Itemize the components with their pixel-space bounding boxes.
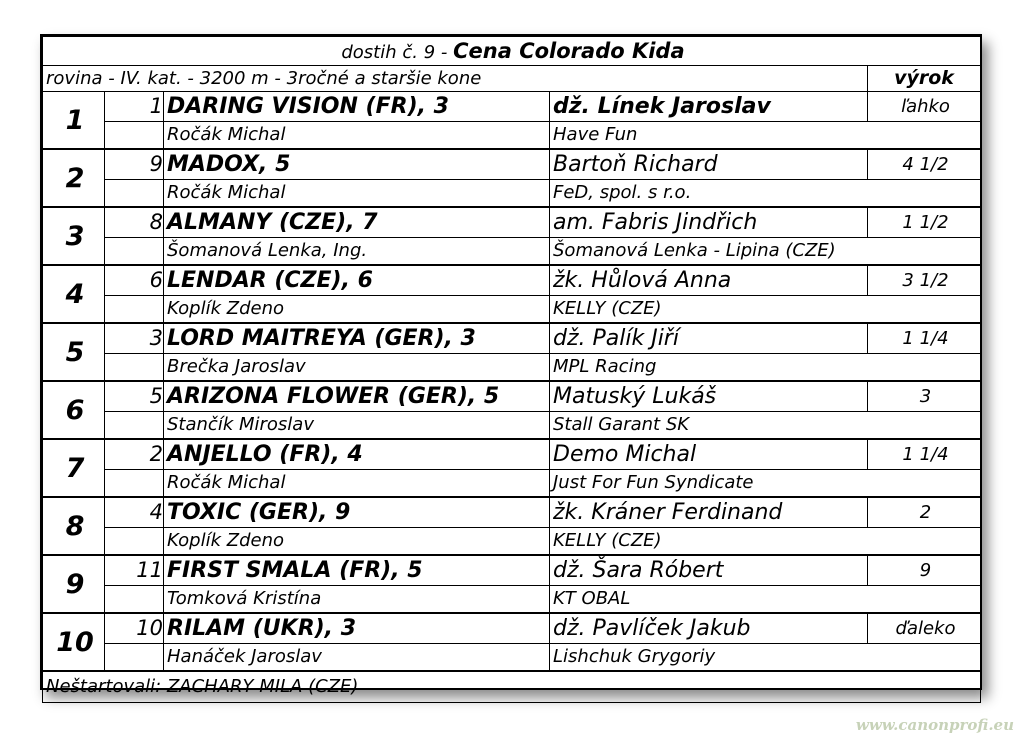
result-subrow <box>43 644 981 672</box>
finish-place: 5 <box>43 323 105 381</box>
race-prefix: dostih č. 9 - <box>341 41 454 63</box>
start-number: 11 <box>105 555 164 586</box>
horse-name: LENDAR (CZE), 6 <box>164 265 550 296</box>
race-title-row <box>43 37 981 66</box>
start-number-spacer <box>105 122 164 150</box>
result-subrow <box>43 238 981 266</box>
finish-margin: 9 <box>868 555 981 586</box>
owner-name: FeD, spol. s r.o. <box>550 180 981 208</box>
finish-place: 8 <box>43 497 105 555</box>
results-body <box>43 92 981 672</box>
trainer-name: Tomková Kristína <box>164 586 550 614</box>
race-title <box>43 37 981 66</box>
start-number-spacer <box>105 354 164 382</box>
result-subrow <box>43 122 981 150</box>
trainer-name: Koplík Zdeno <box>164 296 550 324</box>
finish-place: 7 <box>43 439 105 497</box>
jockey-name: Bartoň Richard <box>550 149 868 180</box>
footer-row <box>43 671 981 703</box>
finish-place: 6 <box>43 381 105 439</box>
result-row <box>43 381 981 412</box>
horse-name: ANJELLO (FR), 4 <box>164 439 550 470</box>
horse-name: RILAM (UKR), 3 <box>164 613 550 644</box>
jockey-name: dž. Línek Jaroslav <box>550 92 868 122</box>
trainer-name: Šomanová Lenka, Ing. <box>164 238 550 266</box>
trainer-name: Brečka Jaroslav <box>164 354 550 382</box>
finish-place: 3 <box>43 207 105 265</box>
finish-place: 1 <box>43 92 105 150</box>
jockey-name: dž. Palík Jiří <box>550 323 868 354</box>
start-number-spacer <box>105 238 164 266</box>
start-number: 4 <box>105 497 164 528</box>
jockey-name: Demo Michal <box>550 439 868 470</box>
finish-place: 4 <box>43 265 105 323</box>
finish-margin: ľahko <box>868 92 981 122</box>
trainer-name: Ročák Michal <box>164 122 550 150</box>
finish-place: 9 <box>43 555 105 613</box>
result-row <box>43 497 981 528</box>
finish-margin: 1 1/4 <box>868 323 981 354</box>
owner-name: Šomanová Lenka - Lipina (CZE) <box>550 238 981 266</box>
finish-margin: 4 1/2 <box>868 149 981 180</box>
horse-name: ARIZONA FLOWER (GER), 5 <box>164 381 550 412</box>
result-row <box>43 92 981 122</box>
finish-margin: ďaleko <box>868 613 981 644</box>
finish-margin: 1 1/2 <box>868 207 981 238</box>
trainer-name: Ročák Michal <box>164 470 550 498</box>
horse-name: LORD MAITREYA (GER), 3 <box>164 323 550 354</box>
start-number: 10 <box>105 613 164 644</box>
result-row <box>43 555 981 586</box>
non-starters: Neštartovali: ZACHARY MILA (CZE) <box>43 671 981 703</box>
horse-name: TOXIC (GER), 9 <box>164 497 550 528</box>
owner-name: Just For Fun Syndicate <box>550 470 981 498</box>
race-conditions: rovina - IV. kat. - 3200 m - 3ročné a staršie kone <box>43 66 868 92</box>
trainer-name: Ročák Michal <box>164 180 550 208</box>
trainer-name: Hanáček Jaroslav <box>164 644 550 672</box>
start-number-spacer <box>105 644 164 672</box>
start-number-spacer <box>105 296 164 324</box>
owner-name: MPL Racing <box>550 354 981 382</box>
finish-margin: 3 1/2 <box>868 265 981 296</box>
owner-name: Lishchuk Grygoriy <box>550 644 981 672</box>
result-row <box>43 323 981 354</box>
trainer-name: Koplík Zdeno <box>164 528 550 556</box>
horse-name: ALMANY (CZE), 7 <box>164 207 550 238</box>
start-number: 9 <box>105 149 164 180</box>
results-table <box>42 36 981 703</box>
horse-name: DARING VISION (FR), 3 <box>164 92 550 122</box>
start-number: 3 <box>105 323 164 354</box>
result-subrow <box>43 180 981 208</box>
owner-name: Have Fun <box>550 122 981 150</box>
start-number-spacer <box>105 180 164 208</box>
horse-name: FIRST SMALA (FR), 5 <box>164 555 550 586</box>
finish-margin: 3 <box>868 381 981 412</box>
result-row <box>43 613 981 644</box>
result-subrow <box>43 470 981 498</box>
start-number: 1 <box>105 92 164 122</box>
result-subrow <box>43 296 981 324</box>
owner-name: KELLY (CZE) <box>550 528 981 556</box>
result-row <box>43 265 981 296</box>
race-name: Cena Colorado Kida <box>453 38 685 63</box>
horse-name: MADOX, 5 <box>164 149 550 180</box>
start-number-spacer <box>105 586 164 614</box>
finish-margin: 1 1/4 <box>868 439 981 470</box>
result-subrow <box>43 586 981 614</box>
result-row <box>43 439 981 470</box>
result-row <box>43 149 981 180</box>
margin-header: výrok <box>868 66 981 92</box>
result-subrow <box>43 412 981 440</box>
finish-place: 2 <box>43 149 105 207</box>
watermark: www.canonprofi.eu <box>855 716 1014 734</box>
result-row <box>43 207 981 238</box>
result-subrow <box>43 528 981 556</box>
jockey-name: žk. Hůlová Anna <box>550 265 868 296</box>
start-number-spacer <box>105 412 164 440</box>
trainer-name: Stančík Miroslav <box>164 412 550 440</box>
jockey-name: dž. Pavlíček Jakub <box>550 613 868 644</box>
owner-name: Stall Garant SK <box>550 412 981 440</box>
start-number: 2 <box>105 439 164 470</box>
race-info-row <box>43 66 981 92</box>
start-number: 8 <box>105 207 164 238</box>
owner-name: KELLY (CZE) <box>550 296 981 324</box>
jockey-name: am. Fabris Jindřich <box>550 207 868 238</box>
jockey-name: žk. Kráner Ferdinand <box>550 497 868 528</box>
start-number-spacer <box>105 470 164 498</box>
result-subrow <box>43 354 981 382</box>
start-number: 6 <box>105 265 164 296</box>
results-sheet <box>40 34 982 697</box>
owner-name: KT OBAL <box>550 586 981 614</box>
finish-margin: 2 <box>868 497 981 528</box>
start-number-spacer <box>105 528 164 556</box>
finish-place: 10 <box>43 613 105 671</box>
jockey-name: dž. Šara Róbert <box>550 555 868 586</box>
jockey-name: Matuský Lukáš <box>550 381 868 412</box>
start-number: 5 <box>105 381 164 412</box>
